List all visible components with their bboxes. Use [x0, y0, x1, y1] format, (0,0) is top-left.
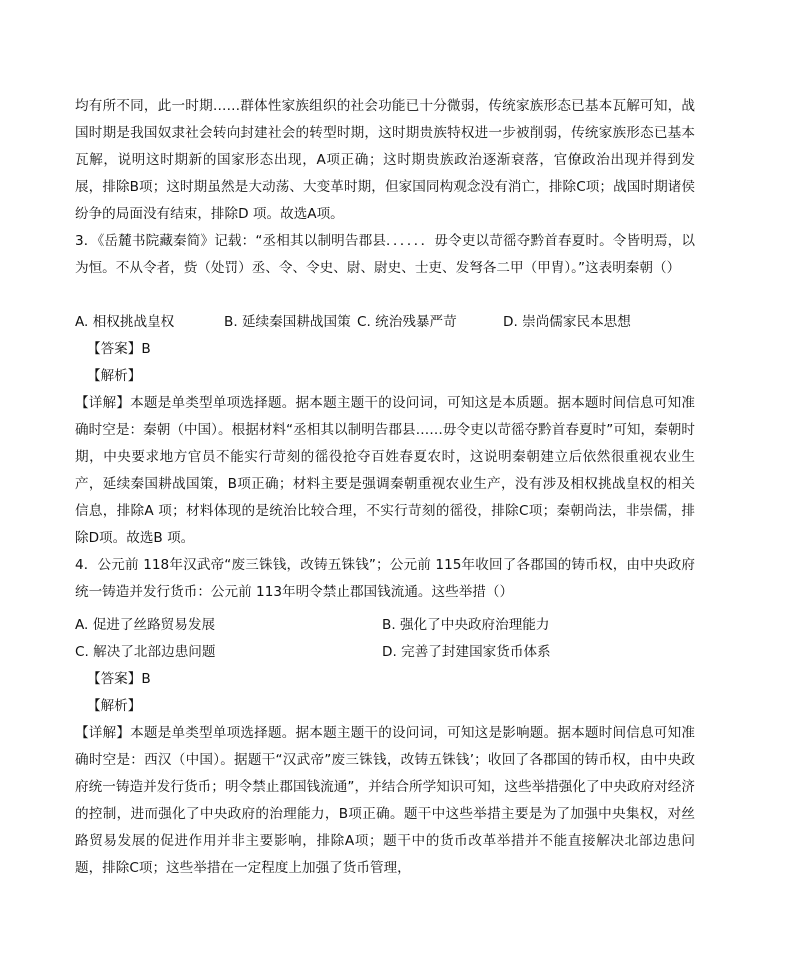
q3-answer: 【答案】B	[87, 341, 151, 357]
q4-detail: 【详解】本题是单类型单项选择题。据本题主题干的设问词，可知这是影响题。据本题时间信息可知准确时空是：西汉（中国）。据题干“汉武帝”废三铢钱，改铸五铢钱’；收回了各郡国的铸币权，由中央政府统一铸造并发行货币；明令禁止郡国钱流通”，并结合所学知识可知，这些举措强化了中央政府对经济的控制，进而强化了中央政府的治理能力，B项正确。题干中这些举措主要是为了加强中央集权，对丝路贸易发展的促进作用并非主要影响，排除A项；题干中的货币改革举措并不能直接解决北部边患问题，排除C项；这些举措在一定程度上加强了货币管理，	[75, 725, 695, 876]
q4-stem: 4．公元前 118年汉武帝“废三铢钱，改铸五铢钱”；公元前 115年收回了各郡国的铸币权，由中央政府统一铸造并发行货币：公元前 113年明令禁止郡国钱流通。这些举措（）	[75, 557, 695, 600]
intro-paragraph: 均有所不同，此一时期……群体性家族组织的社会功能已十分微弱，传统家族形态已基本瓦解可知，战国时期是我国奴隶社会转向封建社会的转型时期，这时期贵族特权进一步被削弱，传统家族形态已基本瓦解，说明这时期新的国家形态出现，A项正确；这时期贵族政治逐渐衰落，官僚政治出现并得到发展，排除B项；这时期虽然是大动荡、大变革时期，但家国同构观念没有消亡，排除C项；战国时期诸侯纷争的局面没有结束，排除D 项。故选A项。	[75, 98, 695, 222]
q3-option-c: C. 统治残暴严苛	[357, 314, 457, 330]
q4-analysis-label: 【解析】	[87, 698, 142, 714]
q3-detail: 【详解】本题是单类型单项选择题。据本题主题干的设问词，可知这是本质题。据本题时间信息可知准确时空是：秦朝（中国）。根据材料“丞相其以制明告郡县……毋令吏以苛徭夺黔首春夏时”可知，秦朝时期，中央要求地方官员不能实行苛刻的徭役抢夺百姓春夏农时，这说明秦朝建立后依然很重视农业生产，延续秦国耕战国策，B项正确；材料主要是强调秦朝重视农业生产，没有涉及相权挑战皇权的相关信息，排除A 项；材料体现的是统治比较合理，不实行苛刻的徭役，排除C项；秦朝尚法，非崇儒，排除D项。故选B 项。	[75, 395, 695, 546]
q3-stem: 3．《岳麓书院藏秦简》记载：“丞相其以制明告郡县．．．．．．毋令吏以苛徭夺黔首春夏时。令皆明焉，以为恒。不从令者，赀（处罚）丞、令、令史、尉、尉史、士吏、发弩各二甲（甲胄）。”这表明秦朝（）	[75, 233, 695, 276]
q4-option-b: B. 强化了中央政府治理能力	[382, 617, 550, 633]
q3-option-d: D. 崇尚儒家民本思想	[503, 314, 631, 330]
q4-option-c: C. 解决了北部边患问题	[75, 644, 216, 660]
q4-option-d: D. 完善了封建国家货币体系	[382, 644, 551, 660]
q3-option-a: A. 相权挑战皇权	[75, 314, 175, 330]
q4-option-a: A. 促进了丝路贸易发展	[75, 617, 216, 633]
q3-option-b: B. 延续秦国耕战国策	[224, 314, 351, 330]
q4-answer: 【答案】B	[87, 671, 151, 687]
q3-analysis-label: 【解析】	[87, 368, 142, 384]
